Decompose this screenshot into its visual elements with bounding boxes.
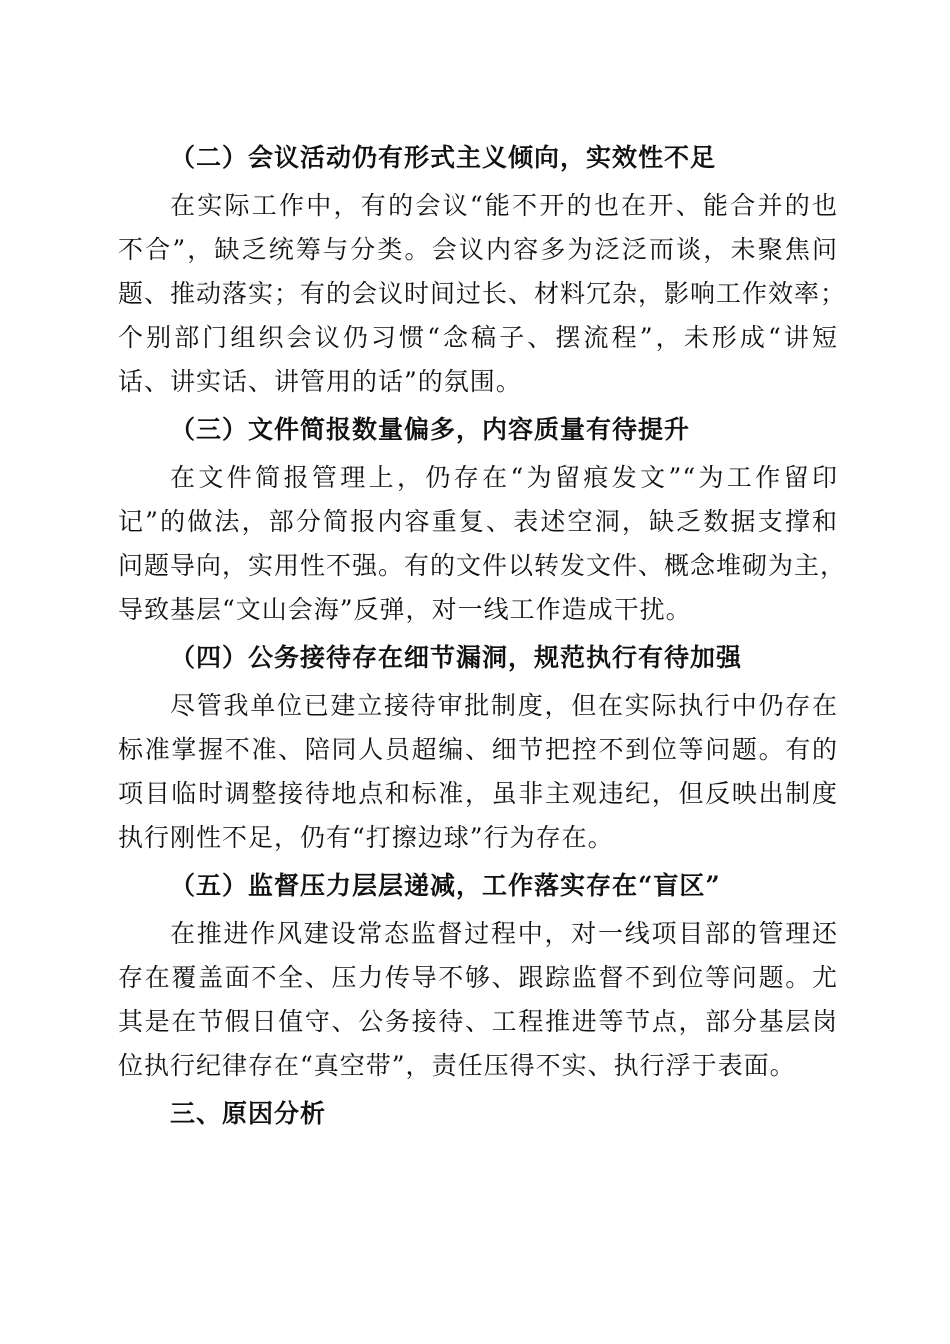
subsection-heading-2: （二）会议活动仍有形式主义倾向，实效性不足 (170, 143, 717, 172)
document-body (118, 136, 847, 1136)
paragraph-line: 个别部门组织会议仍习惯“念稿子、摆流程”，未形成“讲短 (118, 323, 838, 352)
paragraph-line: 题、推动落实；有的会议时间过长、材料冗杂，影响工作效率； (118, 279, 847, 308)
paragraph-line: 尽管我单位已建立接待审批制度，但在实际执行中仍存在 (170, 691, 838, 720)
section-title: 三、原因分析 (170, 1099, 327, 1128)
paragraph-line: 话、讲实话、讲管用的话”的氛围。 (118, 367, 522, 396)
paragraph-line: 问题导向，实用性不强。有的文件以转发文件、概念堆砌为主， (118, 551, 847, 580)
paragraph (118, 912, 838, 1088)
paragraph-line: 导致基层“文山会海”反弹，对一线工作造成干扰。 (118, 595, 692, 624)
paragraph (118, 184, 847, 404)
paragraph-line: 在推进作风建设常态监督过程中，对一线项目部的管理还 (170, 919, 838, 948)
paragraph-line: 存在覆盖面不全、压力传导不够、跟踪监督不到位等问题。尤 (118, 963, 838, 992)
paragraph-line: 其是在节假日值守、公务接待、工程推进等节点，部分基层岗 (118, 1007, 838, 1036)
paragraph-line: 在文件简报管理上，仍存在“为留痕发文”“为工作留印 (170, 463, 838, 492)
paragraph-line: 在实际工作中，有的会议“能不开的也在开、能合并的也 (170, 191, 838, 220)
subsection-heading-3: （三）文件简报数量偏多，内容质量有待提升 (170, 415, 691, 444)
paragraph (118, 684, 838, 860)
paragraph-line: 位执行纪律存在“真空带”，责任压得不实、执行浮于表面。 (118, 1051, 796, 1080)
subsection-heading-5: （五）监督压力层层递减，工作落实存在“盲区” (170, 871, 721, 900)
paragraph-line: 项目临时调整接待地点和标准，虽非主观违纪，但反映出制度 (118, 779, 838, 808)
paragraph-line: 标准掌握不准、陪同人员超编、细节把控不到位等问题。有的 (118, 735, 838, 764)
subsection-heading-4: （四）公务接待存在细节漏洞，规范执行有待加强 (170, 643, 743, 672)
paragraph (118, 456, 847, 632)
paragraph-line: 不合”，缺乏统筹与分类。会议内容多为泛泛而谈，未聚焦问 (118, 235, 838, 264)
paragraph-line: 执行刚性不足，仍有“打擦边球”行为存在。 (118, 823, 614, 852)
paragraph-line: 记”的做法，部分简报内容重复、表述空洞，缺乏数据支撑和 (118, 507, 838, 536)
